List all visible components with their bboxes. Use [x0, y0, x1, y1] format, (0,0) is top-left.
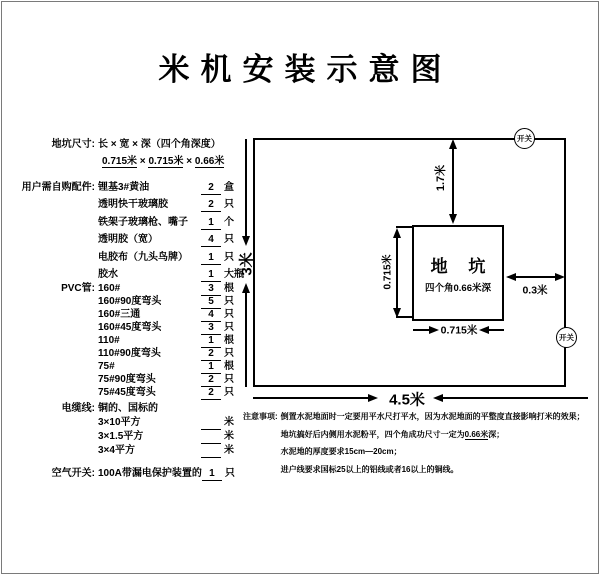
arrow-down-icon: [242, 236, 250, 246]
note-line: [281, 408, 597, 426]
item-name: 锂基3#黄油: [98, 182, 150, 193]
page-title: 米机安装示意图: [158, 52, 453, 87]
arrow-left-icon: [433, 394, 443, 402]
underlined-value: 0.66米: [464, 429, 489, 439]
item-quantity: 2: [201, 348, 221, 361]
section-body: [98, 402, 248, 458]
dim-line-0-3m: [516, 276, 555, 278]
item-quantity: 1: [201, 335, 221, 348]
item-name: 75#90度弯头: [98, 374, 156, 386]
item-name: 3×10平方: [98, 417, 141, 429]
item-name: 透明胶（宽）: [98, 234, 158, 246]
text-segment: 水泥地的厚度要求15cm—20cm；: [280, 447, 402, 456]
item-name: 75#: [98, 361, 115, 373]
switch-label: 开关: [517, 134, 532, 143]
pit-rectangle: [412, 225, 504, 321]
item-quantity: [201, 417, 221, 430]
item-unit: 根: [224, 335, 234, 347]
section-body: [98, 136, 248, 170]
item-unit: 只: [224, 374, 234, 386]
item-unit: 只: [224, 296, 234, 308]
spec-item-row: [98, 249, 248, 266]
note-line: [281, 461, 597, 479]
item-unit: 只: [224, 348, 234, 360]
dimension-label-0-3m: 0.3米: [522, 284, 548, 297]
specs-panel: [21, 136, 248, 481]
text-segment: ×: [137, 156, 149, 167]
item-name: 3×1.5平方: [98, 431, 144, 443]
section-pvc: [21, 283, 248, 400]
section-label: PVC管:: [61, 283, 95, 295]
pit-label: 地 坑: [430, 257, 494, 276]
item-quantity: [201, 445, 221, 458]
pit-size-formula: 长 × 宽 × 深（四个角深度）: [98, 139, 221, 150]
arrow-right-icon: [429, 326, 439, 334]
dim-line-pit-left: [396, 237, 398, 309]
section-body: [98, 467, 248, 481]
spec-item-row: [98, 296, 248, 309]
item-unit: 只: [224, 251, 234, 263]
room-outline: [253, 138, 566, 387]
dimension-label-3m: 3米: [238, 252, 256, 276]
dim-line-pit-bottom-right: [489, 329, 504, 331]
text-segment: 地坑搞好后内侧用水泥粉平，四个角成功尺寸一定为: [280, 429, 465, 439]
item-quantity: [201, 431, 221, 444]
dim-line-1-7: [452, 147, 454, 217]
item-name: 110#: [98, 335, 120, 347]
section-label: 用户需自购配件:: [21, 182, 95, 193]
item-name: 160#45度弯头: [98, 322, 162, 334]
section-label: 电缆线:: [61, 403, 95, 415]
section-parts: [21, 179, 248, 283]
pit-size-values: [102, 153, 248, 170]
cable-spec-note: 铜的、国标的: [98, 403, 158, 415]
item-name: 100A带漏电保护装置的: [98, 468, 202, 480]
item-quantity: 1: [201, 252, 221, 265]
arrow-right-icon: [555, 273, 565, 281]
spec-item-row: [98, 361, 248, 374]
item-name: 160#: [98, 283, 121, 295]
spec-item-row: [98, 214, 248, 231]
item-unit: 只: [224, 322, 234, 334]
item-quantity: 3: [201, 283, 221, 296]
spec-item-row: [98, 430, 248, 444]
item-unit: 只: [224, 468, 235, 480]
spec-item-row: [98, 196, 248, 213]
item-name: 透明快干玻璃胶: [98, 199, 168, 211]
dim-line-3m-upper: [245, 139, 247, 237]
item-unit: 米: [224, 431, 234, 443]
item-name: 160#90度弯头: [98, 296, 162, 308]
note-line: [281, 426, 597, 444]
item-quantity: 1: [201, 269, 221, 282]
note-line: [281, 443, 597, 461]
item-unit: 大瓶: [224, 269, 244, 281]
item-quantity: 2: [201, 387, 221, 400]
spec-item-row: [98, 444, 248, 458]
spec-item-row: [98, 374, 248, 387]
item-unit: 米: [224, 417, 234, 429]
item-name: 3×4平方: [98, 445, 135, 457]
spec-item-row: [98, 322, 248, 335]
item-unit: 只: [224, 199, 234, 211]
item-quantity: 1: [202, 468, 222, 481]
switch-circle-right: [556, 327, 577, 348]
item-unit: 只: [224, 387, 234, 399]
item-quantity: 2: [201, 199, 221, 212]
underlined-value: 0.715米: [102, 156, 138, 167]
item-quantity: 5: [201, 296, 221, 309]
air-switch-row: [98, 467, 248, 481]
underlined-value: 0.715米: [148, 156, 184, 167]
dimension-label-4-5m: 4.5米: [389, 391, 425, 409]
item-unit: 米: [224, 445, 234, 457]
item-name: 110#90度弯头: [98, 348, 161, 360]
item-name: 胶水: [98, 269, 118, 281]
item-quantity: 4: [201, 234, 221, 247]
section-body: [98, 283, 248, 400]
section-label: 空气开关:: [51, 468, 95, 480]
section-air: [21, 467, 248, 481]
item-unit: 根: [224, 361, 234, 373]
spec-item-row: [98, 266, 248, 283]
item-unit: 盒: [224, 182, 234, 193]
spec-item-row: [98, 335, 248, 348]
dim-line-4-5m-right: [443, 397, 588, 399]
dim-line-3m-lower: [245, 292, 247, 387]
arrow-down-icon: [393, 308, 401, 318]
spec-item-row: [98, 179, 248, 196]
arrow-right-icon: [368, 394, 378, 402]
section-body: [98, 179, 248, 283]
arrow-left-icon: [479, 326, 489, 334]
switch-label: 开关: [559, 333, 574, 342]
item-name: 160#三通: [98, 309, 141, 321]
item-name: 电胶布（九头鸟牌）: [98, 251, 188, 263]
item-unit: 只: [224, 309, 234, 321]
spec-item-row: [98, 348, 248, 361]
dimension-label-pit-bottom: 0.715米: [440, 324, 478, 337]
item-unit: 个: [224, 216, 234, 228]
spec-item-row: [98, 283, 248, 296]
switch-circle-top: [514, 128, 535, 149]
item-unit: 只: [224, 234, 234, 246]
underlined-value: 0.66米: [194, 156, 225, 167]
notes-lines: [278, 408, 597, 478]
item-unit: 根: [224, 283, 234, 295]
text-segment: 深；: [488, 429, 505, 439]
spec-item-row: [98, 387, 248, 400]
dim-line-4-5m-left: [253, 397, 368, 399]
spec-item-row: [98, 231, 248, 248]
item-name: 铁架子玻璃枪、嘴子: [98, 216, 188, 228]
arrow-down-icon: [449, 214, 457, 224]
spec-item-row: [98, 416, 248, 430]
section-pit-size: [21, 136, 248, 170]
pit-depth-note: 四个角0.66米深: [425, 283, 491, 294]
text-segment: ×: [183, 156, 195, 167]
notes-label: 注意事项:: [243, 412, 278, 421]
section-label: 地坑尺寸:: [51, 139, 95, 150]
section-cable: [21, 402, 248, 458]
arrow-left-icon: [506, 273, 516, 281]
item-quantity: 1: [201, 361, 221, 374]
notes-block: [243, 408, 597, 478]
spec-item-row: [98, 309, 248, 322]
text-segment: 进户线要求国标25以上的铝线或者16以上的铜线。: [280, 464, 459, 474]
dimension-label-pit-left: 0.715米: [382, 254, 394, 290]
item-name: 75#45度弯头: [98, 387, 156, 399]
text-segment: 倒置水泥地面时一定要用平水尺打平水，因为水泥地面的平整度直接影响打米的效果；: [280, 412, 585, 421]
item-quantity: 2: [201, 182, 221, 195]
item-quantity: 1: [201, 217, 221, 230]
item-quantity: 4: [201, 309, 221, 322]
item-quantity: 2: [201, 374, 221, 387]
item-quantity: 3: [201, 322, 221, 335]
dimension-label-1-7m: 1.7米: [435, 164, 447, 192]
